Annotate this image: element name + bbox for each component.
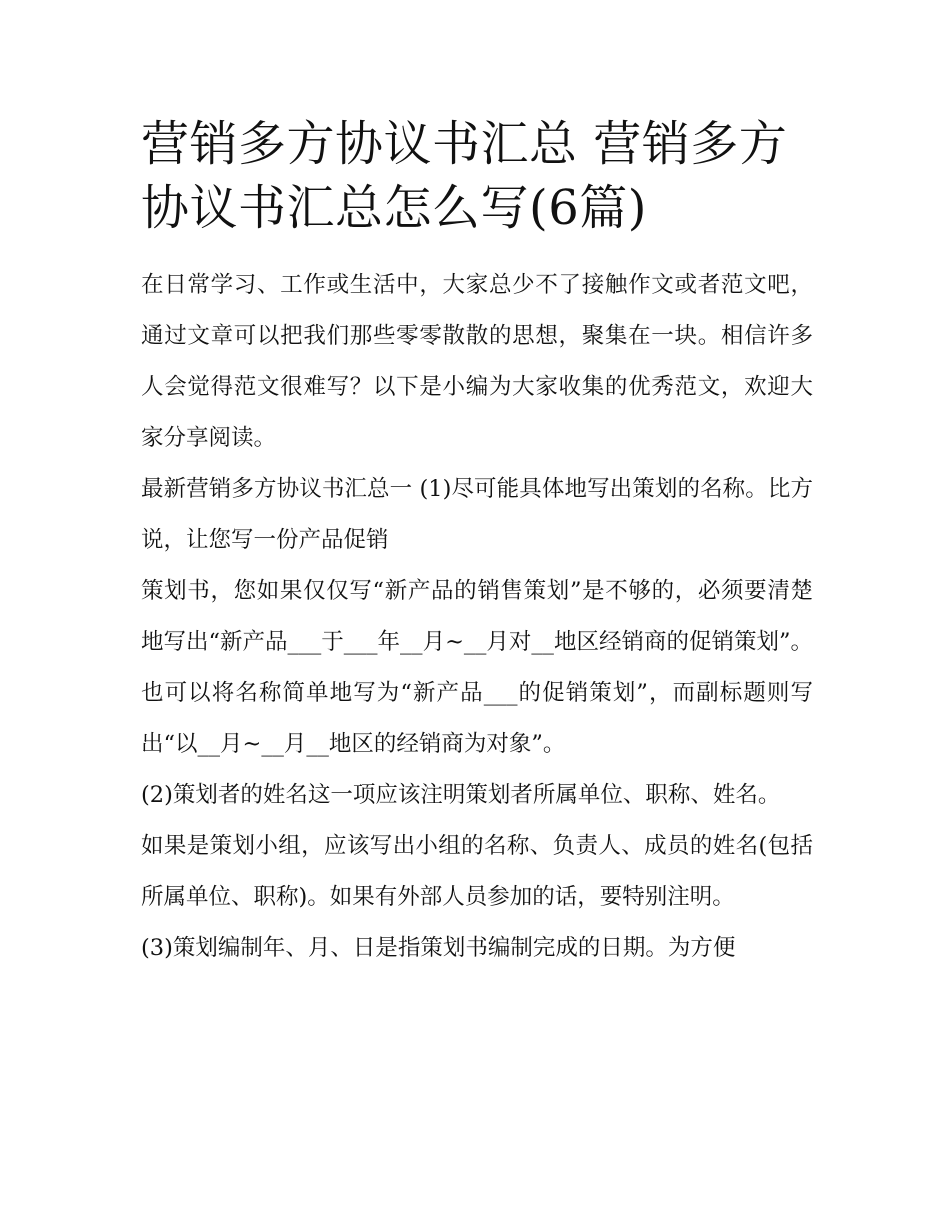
document-title: 营销多方协议书汇总 营销多方协议书汇总怎么写(6篇) [141,116,788,236]
paragraph-planning-group: 如果是策划小组，应该写出小组的名称、负责人、成员的姓名(包括所属单位、职称)。如果有外部人员参加的话，要特别注明。 [141,833,813,910]
paragraph-plan-name: 策划书，您如果仅仅写“新产品的销售策划”是不够的，必须要清楚地写出“新产品___于___年__月~__月对__地区经销商的促销策划”。也可以将名称简单地写为“新产品___的促销策划”，而副标题则写出“以__月~__月__地区的经销商为对象”。 [141,578,813,757]
paragraph-planner-name: (2)策划者的姓名这一项应该注明策划者所属单位、职称、姓名。 [141,782,781,808]
paragraph-plan-date: (3)策划编制年、月、日是指策划书编制完成的日期。为方便 [141,935,736,961]
paragraph-intro: 在日常学习、工作或生活中，大家总少不了接触作文或者范文吧，通过文章可以把我们那些零零散散的思想，聚集在一块。相信许多人会觉得范文很难写？以下是小编为大家收集的优秀范文，欢迎大家分享阅读。 [141,272,813,451]
document-page [141,112,813,974]
paragraph-section-one: 最新营销多方协议书汇总一 (1)尽可能具体地写出策划的名称。比方说，让您写一份产品促销 [141,476,813,553]
